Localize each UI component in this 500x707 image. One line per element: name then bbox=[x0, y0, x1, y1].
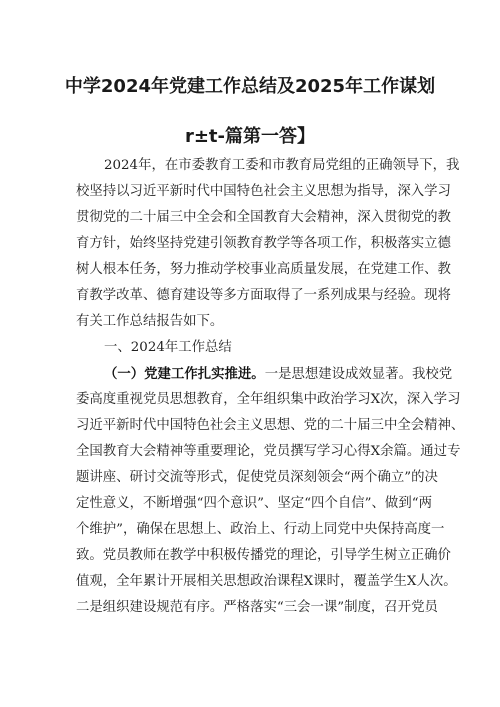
body-line: 全国教育大会精神等重要理论，党员撰写学习心得X余篇。通过专 bbox=[76, 444, 461, 459]
document-title: 中学2024年党建工作总结及2025年工作谋划 bbox=[64, 76, 436, 97]
section-heading: 一、2024年工作总结 bbox=[104, 340, 232, 355]
intro-line: 有关工作总结报告如下。 bbox=[76, 314, 224, 329]
body-line: 值观，全年累计开展相关思想政治课程X课时，覆盖学生X人次。 bbox=[76, 574, 457, 589]
body-line: 定性意义，不断增强“四个意识”、坚定“四个自信”、做到“两 bbox=[76, 496, 432, 511]
sub-heading-rest: 一是思想建设成效显著。我校党 bbox=[264, 367, 453, 382]
sub-heading-line bbox=[104, 365, 453, 384]
intro-line: 树人根本任务，努力推动学校事业高质量发展，在党建工作、教 bbox=[76, 262, 451, 277]
intro-line: 育教学改革、德育建设等多方面取得了一系列成果与经验。现将 bbox=[76, 288, 451, 303]
body-line: 题讲座、研讨交流等形式，促使党员深刻领会“两个确立”的决 bbox=[76, 470, 438, 485]
document-subtitle: r±t-篇第一答】 bbox=[184, 126, 316, 147]
sub-heading-bold: （一）党建工作扎实推进。 bbox=[104, 366, 265, 382]
body-line: 委高度重视党员思想教育，全年组织集中政治学习X次，深入学习 bbox=[76, 392, 461, 407]
intro-line: 育方针，始终坚持党建引领教育教学等各项工作，积极落实立德 bbox=[76, 236, 451, 251]
body-line: 习近平新时代中国特色社会主义思想、党的二十届三中全会精神、 bbox=[76, 418, 465, 433]
intro-line: 贯彻党的二十届三中全会和全国教育大会精神，深入贯彻党的教 bbox=[76, 210, 451, 225]
body-line: 个维护”，确保在思想上、政治上、行动上同党中央保持高度一 bbox=[76, 522, 445, 537]
body-line: 致。党员教师在教学中积极传播党的理论，引导学生树立正确价 bbox=[76, 548, 451, 563]
intro-line: 2024年，在市委教育工委和市教育局党组的正确领导下，我 bbox=[104, 158, 460, 173]
intro-line: 校坚持以习近平新时代中国特色社会主义思想为指导，深入学习 bbox=[76, 184, 451, 199]
body-line: 二是组织建设规范有序。严格落实“三会一课”制度，召开党员 bbox=[76, 600, 438, 615]
